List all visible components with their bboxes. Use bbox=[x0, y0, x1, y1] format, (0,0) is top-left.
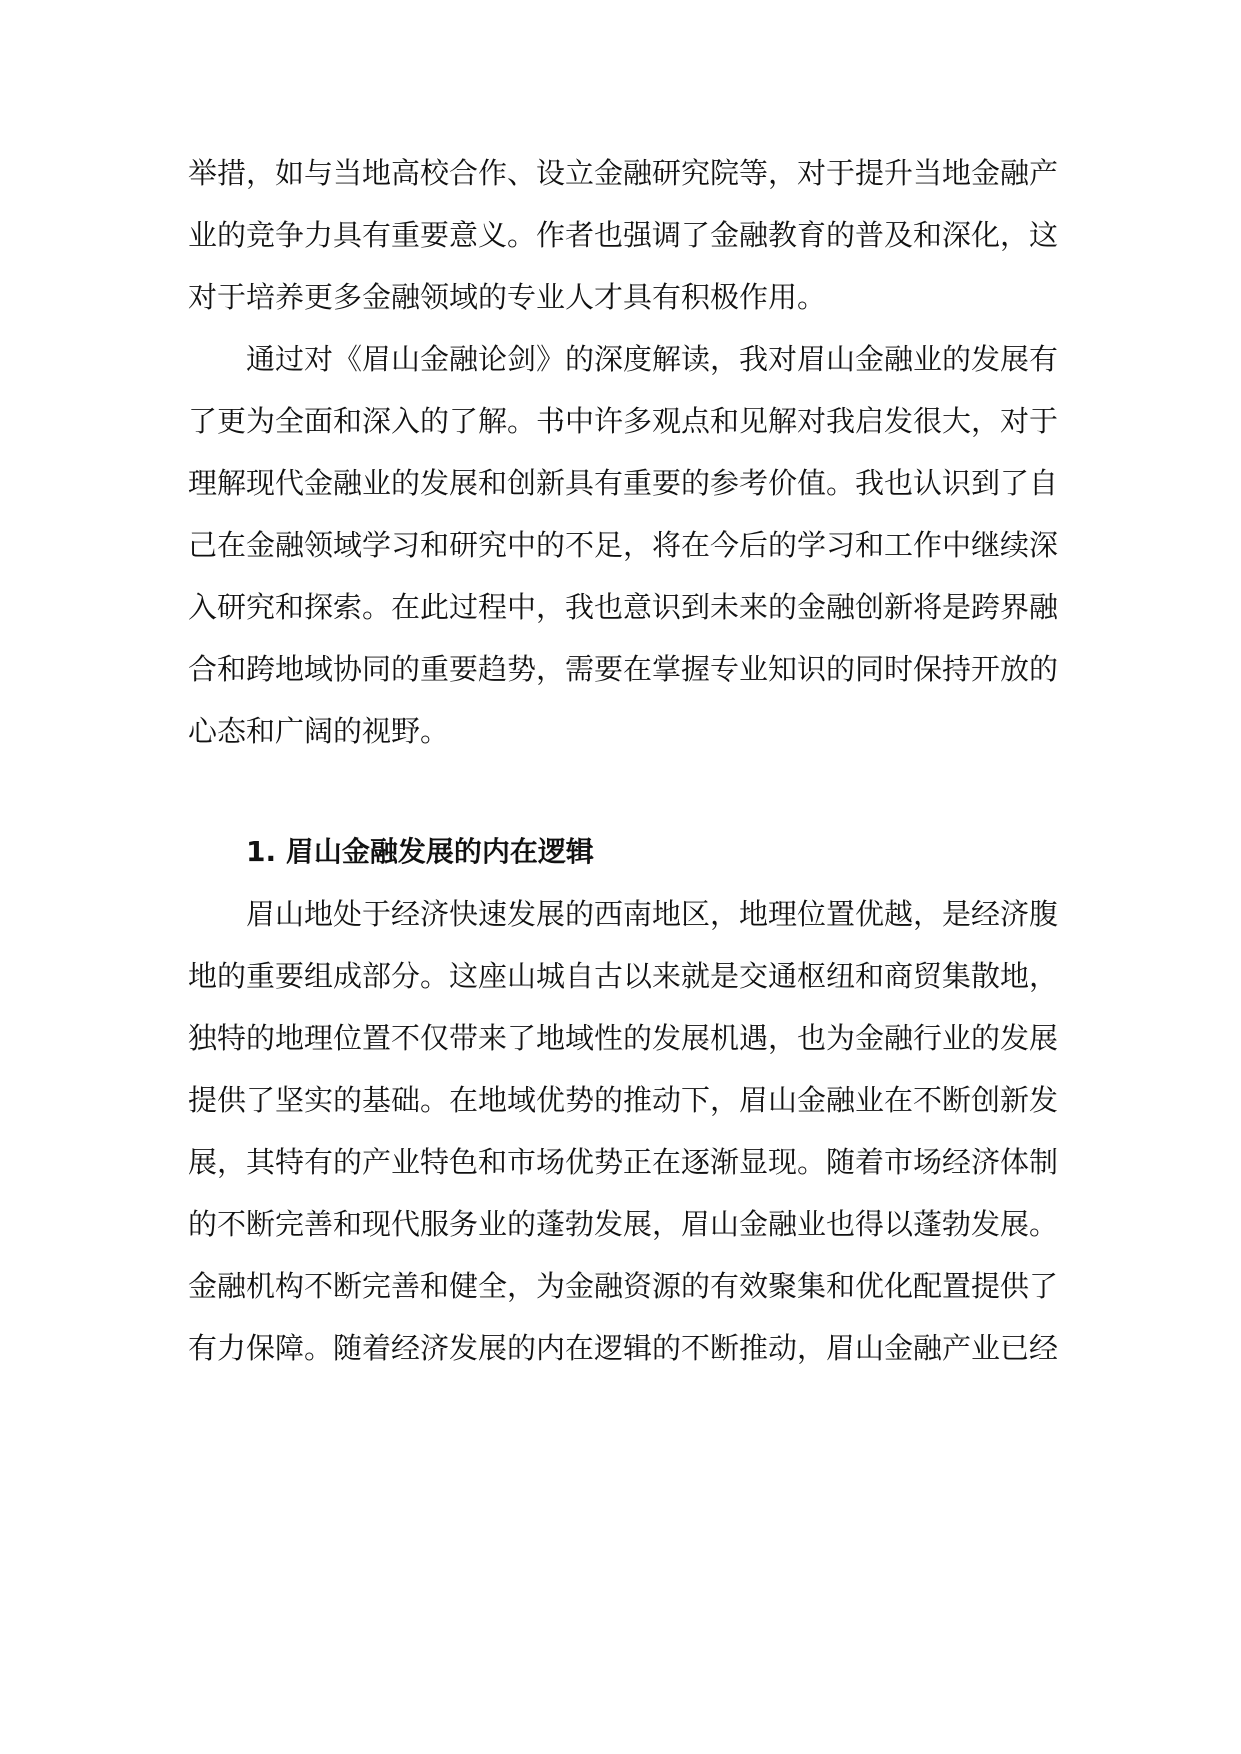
text-line: 提供了坚实的基础。在地域优势的推动下，眉山金融业在不断创新发 bbox=[188, 1083, 1058, 1117]
text-line: 了更为全面和深入的了解。书中许多观点和见解对我启发很大，对于 bbox=[188, 404, 1058, 438]
text-line: 独特的地理位置不仅带来了地域性的发展机遇，也为金融行业的发展 bbox=[188, 1021, 1058, 1055]
text-line: 的不断完善和现代服务业的蓬勃发展，眉山金融业也得以蓬勃发展。 bbox=[188, 1207, 1058, 1241]
text-line: 合和跨地域协同的重要趋势，需要在掌握专业知识的同时保持开放的 bbox=[188, 652, 1058, 686]
text-line: 展，其特有的产业特色和市场优势正在逐渐显现。随着市场经济体制 bbox=[188, 1145, 1058, 1179]
text-line: 地的重要组成部分。这座山城自古以来就是交通枢纽和商贸集散地， bbox=[188, 959, 1058, 993]
text-line: 举措，如与当地高校合作、设立金融研究院等，对于提升当地金融产 bbox=[188, 156, 1058, 190]
text-line: 业的竞争力具有重要意义。作者也强调了金融教育的普及和深化，这 bbox=[188, 218, 1058, 252]
paragraph-logic bbox=[188, 883, 1058, 1379]
text-line: 眉山地处于经济快速发展的西南地区，地理位置优越，是经济腹 bbox=[246, 897, 1058, 931]
text-line: 心态和广阔的视野。 bbox=[188, 714, 450, 748]
paragraph-continuation bbox=[188, 142, 1058, 328]
document-page bbox=[188, 142, 1058, 1379]
text-line: 己在金融领域学习和研究中的不足，将在今后的学习和工作中继续深 bbox=[188, 528, 1058, 562]
text-line: 金融机构不断完善和健全，为金融资源的有效聚集和优化配置提供了 bbox=[188, 1269, 1058, 1303]
text-line: 入研究和探索。在此过程中，我也意识到未来的金融创新将是跨界融 bbox=[188, 590, 1058, 624]
section-spacer bbox=[188, 762, 1058, 821]
text-line: 理解现代金融业的发展和创新具有重要的参考价值。我也认识到了自 bbox=[188, 466, 1058, 500]
section-heading: 1. 眉山金融发展的内在逻辑 bbox=[246, 835, 594, 868]
text-line: 有力保障。随着经济发展的内在逻辑的不断推动，眉山金融产业已经 bbox=[188, 1331, 1058, 1365]
text-line: 通过对《眉山金融论剑》的深度解读，我对眉山金融业的发展有 bbox=[246, 342, 1058, 376]
text-line: 对于培养更多金融领域的专业人才具有积极作用。 bbox=[188, 280, 827, 314]
paragraph-reflection bbox=[188, 328, 1058, 762]
